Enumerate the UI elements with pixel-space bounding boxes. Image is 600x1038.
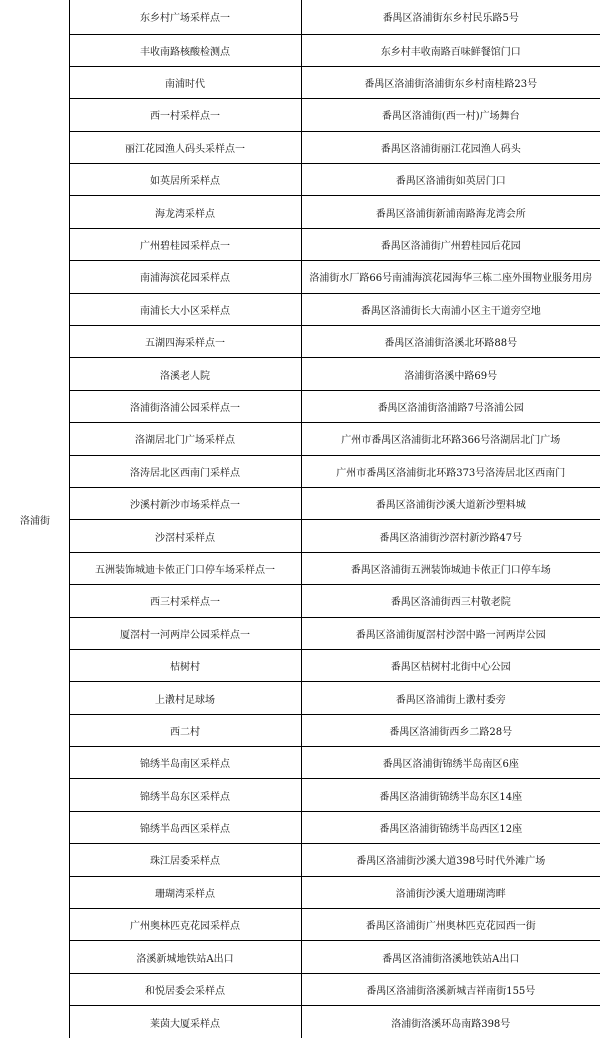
table-row	[0, 390, 600, 422]
site-name-cell: 丽江花园渔人码头采样点一	[69, 131, 301, 163]
site-name-cell: 珠江居委采样点	[69, 844, 301, 876]
table-row	[0, 714, 600, 746]
site-address-cell: 番禺区洛浦街广州奥林匹克花园西一街	[301, 909, 600, 941]
table-row	[0, 423, 600, 455]
site-address-cell: 番禺区洛浦街厦滘村沙滘中路一河两岸公园	[301, 617, 600, 649]
table-row	[0, 487, 600, 519]
table-row	[0, 844, 600, 876]
site-name-cell: 广州碧桂园采样点一	[69, 228, 301, 260]
site-name-cell: 西一村采样点一	[69, 99, 301, 131]
site-address-cell: 番禺区洛浦街五洲装饰城迪卡侬正门口停车场	[301, 552, 600, 584]
site-name-cell: 沙溪村新沙市场采样点一	[69, 487, 301, 519]
site-name-cell: 南浦长大小区采样点	[69, 293, 301, 325]
table-row	[0, 552, 600, 584]
site-address-cell: 番禺区洛浦街沙滘村新沙路47号	[301, 520, 600, 552]
site-name-cell: 五洲装饰城迪卡侬正门口停车场采样点一	[69, 552, 301, 584]
site-name-cell: 上漖村足球场	[69, 682, 301, 714]
table-row	[0, 455, 600, 487]
table-row	[0, 0, 600, 34]
site-name-cell: 锦绣半岛东区采样点	[69, 779, 301, 811]
site-name-cell: 南浦海滨花园采样点	[69, 261, 301, 293]
table-row	[0, 99, 600, 131]
site-name-cell: 如英居所采样点	[69, 164, 301, 196]
site-address-cell: 番禺区洛浦街锦绣半岛东区14座	[301, 779, 600, 811]
site-address-cell: 番禺区洛浦街丽江花园渔人码头	[301, 131, 600, 163]
site-name-cell: 莱茵大厦采样点	[69, 1006, 301, 1038]
table-row	[0, 34, 600, 66]
table-row	[0, 747, 600, 779]
table-row	[0, 1006, 600, 1038]
site-name-cell: 广州奥林匹克花园采样点	[69, 909, 301, 941]
table-row	[0, 228, 600, 260]
table-row	[0, 261, 600, 293]
site-address-cell: 番禺区洛浦街西三村敬老院	[301, 585, 600, 617]
site-name-cell: 洛溪老人院	[69, 358, 301, 390]
site-name-cell: 桔树村	[69, 649, 301, 681]
site-address-cell: 番禺区洛浦街上漖村委旁	[301, 682, 600, 714]
site-address-cell: 番禺区洛浦街西乡二路28号	[301, 714, 600, 746]
site-name-cell: 洛涛居北区西南门采样点	[69, 455, 301, 487]
site-name-cell: 和悦居委会采样点	[69, 973, 301, 1005]
table-row	[0, 973, 600, 1005]
table-row	[0, 358, 600, 390]
table-row	[0, 520, 600, 552]
table-row	[0, 196, 600, 228]
site-address-cell: 番禺区洛浦街沙溪大道398号时代外滩广场	[301, 844, 600, 876]
table-row	[0, 811, 600, 843]
table-row	[0, 585, 600, 617]
table-row	[0, 66, 600, 98]
site-name-cell: 海龙湾采样点	[69, 196, 301, 228]
site-name-cell: 西二村	[69, 714, 301, 746]
site-address-cell: 广州市番禺区洛浦街北环路366号洛湖居北门广场	[301, 423, 600, 455]
site-address-cell: 洛浦街沙溪大道珊瑚湾畔	[301, 876, 600, 908]
site-address-cell: 番禺区洛浦街洛溪新城吉祥南街155号	[301, 973, 600, 1005]
site-name-cell: 沙滘村采样点	[69, 520, 301, 552]
site-address-cell: 番禺区洛浦街洛溪地铁站A出口	[301, 941, 600, 973]
site-name-cell: 锦绣半岛西区采样点	[69, 811, 301, 843]
site-name-cell: 珊瑚湾采样点	[69, 876, 301, 908]
table-row	[0, 617, 600, 649]
site-address-cell: 番禺区洛浦街广州碧桂园后花园	[301, 228, 600, 260]
table-row	[0, 649, 600, 681]
table-row	[0, 779, 600, 811]
table-row	[0, 326, 600, 358]
site-address-cell: 番禺区洛浦街沙溪大道新沙塑料城	[301, 487, 600, 519]
site-name-cell: 厦滘村一河两岸公园采样点一	[69, 617, 301, 649]
site-name-cell: 五湖四海采样点一	[69, 326, 301, 358]
site-name-cell: 丰收南路核酸检测点	[69, 34, 301, 66]
site-name-cell: 洛湖居北门广场采样点	[69, 423, 301, 455]
site-name-cell: 洛浦街洛浦公园采样点一	[69, 390, 301, 422]
table-row	[0, 876, 600, 908]
site-address-cell: 番禺区洛浦街如英居门口	[301, 164, 600, 196]
site-address-cell: 番禺区洛浦街洛浦街东乡村南桂路23号	[301, 66, 600, 98]
site-address-cell: 番禺区洛浦街(西一村)广场舞台	[301, 99, 600, 131]
site-address-cell: 番禺区洛浦街锦绣半岛西区12座	[301, 811, 600, 843]
site-address-cell: 洛浦街水厂路66号南浦海滨花园海华三栋二座外围物业服务用房	[301, 261, 600, 293]
site-name-cell: 洛溪新城地铁站A出口	[69, 941, 301, 973]
site-name-cell: 西三村采样点一	[69, 585, 301, 617]
site-name-cell: 东乡村广场采样点一	[69, 0, 301, 34]
site-address-cell: 番禺区洛浦街东乡村民乐路5号	[301, 0, 600, 34]
site-address-cell: 洛浦街洛溪环岛南路398号	[301, 1006, 600, 1038]
table-row	[0, 941, 600, 973]
site-address-cell: 东乡村丰收南路百味鲜餐馆门口	[301, 34, 600, 66]
site-address-cell: 番禺区洛浦街长大南浦小区主干道旁空地	[301, 293, 600, 325]
street-cell: 洛浦街	[0, 0, 69, 1038]
table-row	[0, 164, 600, 196]
site-address-cell: 番禺区洛浦街新浦南路海龙湾会所	[301, 196, 600, 228]
table-row	[0, 293, 600, 325]
table-row	[0, 682, 600, 714]
table-row	[0, 909, 600, 941]
site-address-cell: 洛浦街洛溪中路69号	[301, 358, 600, 390]
site-address-cell: 广州市番禺区洛浦街北环路373号洛涛居北区西南门	[301, 455, 600, 487]
site-address-cell: 番禺区洛浦街锦绣半岛南区6座	[301, 747, 600, 779]
site-name-cell: 锦绣半岛南区采样点	[69, 747, 301, 779]
site-name-cell: 南浦时代	[69, 66, 301, 98]
site-address-cell: 番禺区洛浦街洛溪北环路88号	[301, 326, 600, 358]
site-address-cell: 番禺区桔树村北街中心公园	[301, 649, 600, 681]
table-row	[0, 131, 600, 163]
site-address-cell: 番禺区洛浦街洛浦路7号洛浦公园	[301, 390, 600, 422]
